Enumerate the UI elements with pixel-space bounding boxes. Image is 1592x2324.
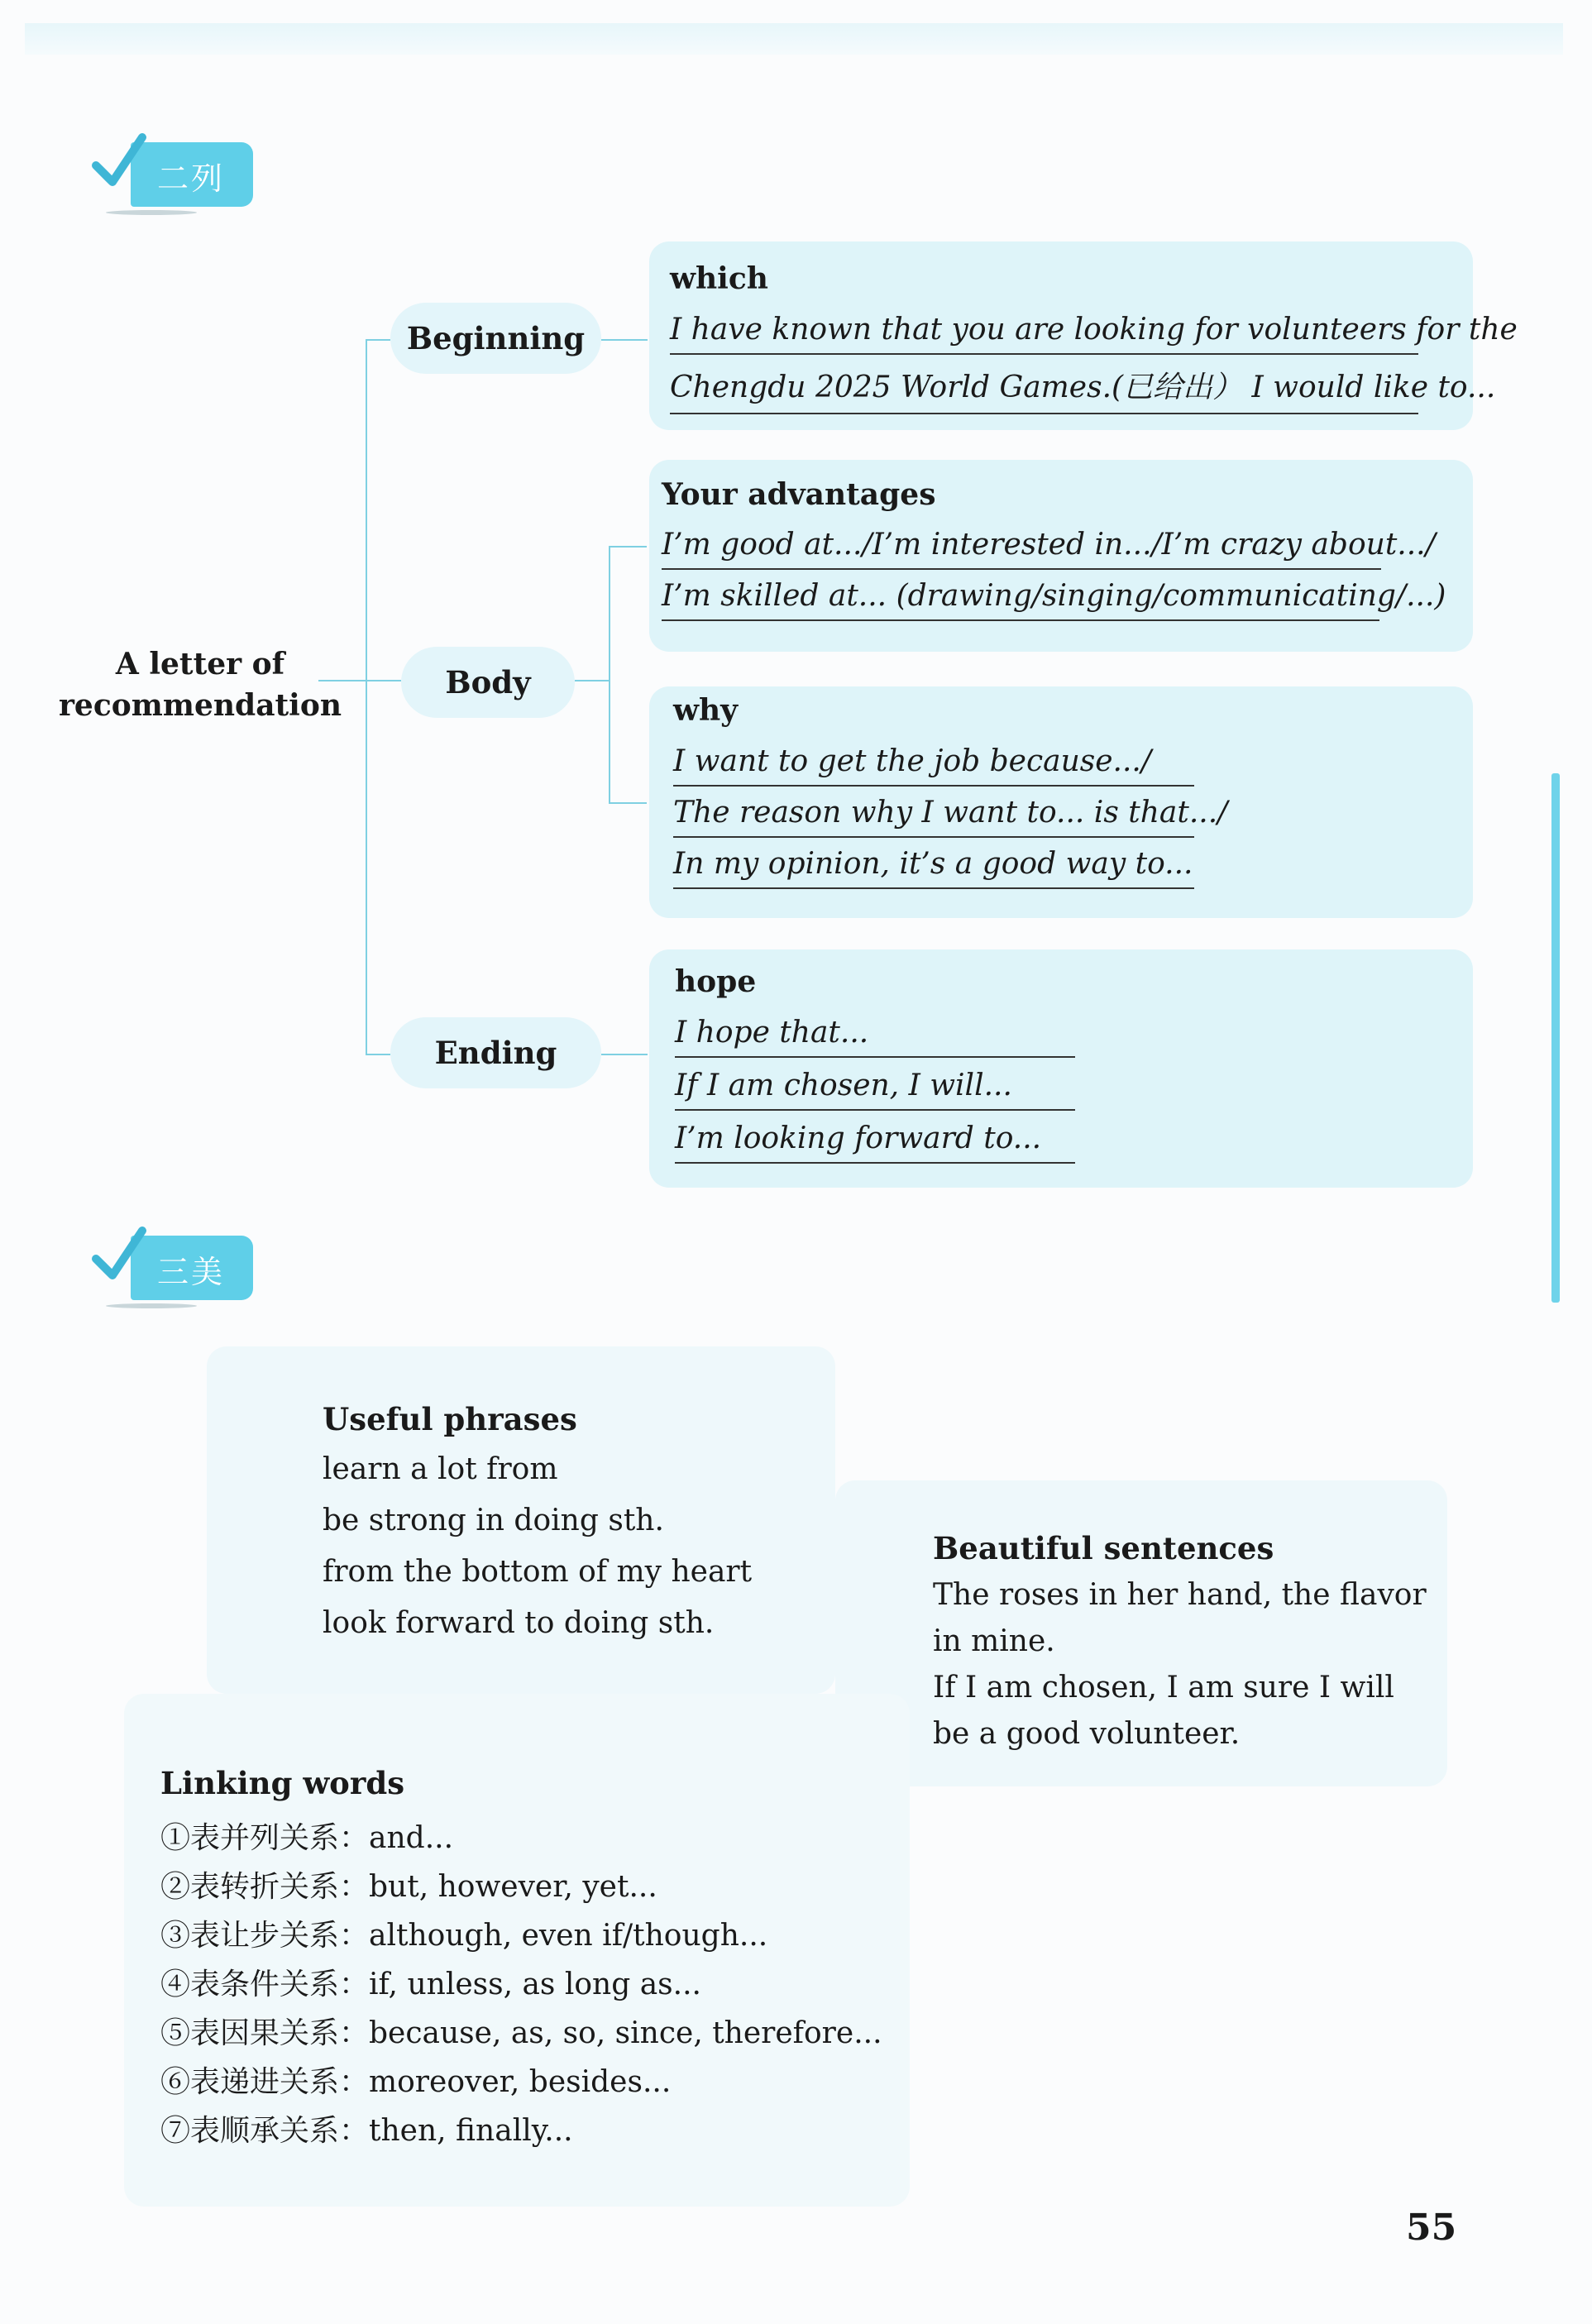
badge-label: 二列 xyxy=(157,160,226,197)
check-icon xyxy=(89,1224,147,1290)
body-to-why xyxy=(609,802,647,804)
body-spine xyxy=(609,546,610,804)
side-accent-bar xyxy=(1551,773,1560,1303)
linking-word-item: ⑦表顺承关系：then, finally... xyxy=(160,2114,573,2148)
badge-shadow xyxy=(106,210,197,215)
useful-phrase-item: look forward to doing sth. xyxy=(323,1606,715,1640)
node-body: Body xyxy=(401,647,575,718)
linking-word-item: ⑥表递进关系：moreover, besides... xyxy=(160,2065,672,2099)
hope-line-1: I hope that... xyxy=(675,1016,1075,1058)
useful-phrase-item: learn a lot from xyxy=(323,1452,558,1486)
top-decor-band xyxy=(25,23,1563,55)
beautiful-sentences-heading: Beautiful sentences xyxy=(933,1530,1274,1566)
badge-tab xyxy=(131,1236,253,1300)
linking-word-item: ②表转折关系：but, however, yet... xyxy=(160,1870,657,1904)
body-to-spine xyxy=(575,680,610,681)
beautiful-sentence-line: in mine. xyxy=(933,1624,1055,1658)
body-to-advantages xyxy=(609,546,647,548)
beginning-stub xyxy=(366,339,390,341)
linking-word-item: ⑤表因果关系：because, as, so, since, therefore... xyxy=(160,2016,882,2050)
ending-to-box xyxy=(601,1054,648,1055)
useful-phrases-heading: Useful phrases xyxy=(323,1401,577,1437)
advantages-line-1: I’m good at.../I’m interested in.../I’m crazy about.../ xyxy=(662,528,1381,570)
beautiful-sentence-line: The roses in her hand, the flavor xyxy=(933,1578,1427,1612)
box-heading-hope: hope xyxy=(675,964,757,999)
beginning-to-box xyxy=(601,339,648,341)
badge-tab xyxy=(131,142,253,207)
node-ending: Ending xyxy=(390,1017,601,1088)
badge-label: 三美 xyxy=(157,1254,226,1290)
main-spine xyxy=(366,339,367,1055)
hope-line-2: If I am chosen, I will... xyxy=(675,1069,1075,1111)
box-heading-which: which xyxy=(670,261,768,296)
ending-stub xyxy=(366,1054,390,1055)
check-icon xyxy=(89,131,147,197)
node-beginning: Beginning xyxy=(390,303,601,374)
linking-word-item: ④表条件关系：if, unless, as long as... xyxy=(160,1968,701,2001)
beginning-line-2: Chengdu 2025 World Games.(已给出） I would like to... xyxy=(670,364,1418,414)
page-number: 55 xyxy=(1406,2207,1457,2249)
box-heading-why: why xyxy=(673,693,739,728)
useful-phrase-item: from the bottom of my heart xyxy=(323,1555,753,1589)
beautiful-sentence-line: If I am chosen, I am sure I will xyxy=(933,1671,1394,1705)
linking-word-item: ①表并列关系：and... xyxy=(160,1821,454,1855)
box-heading-advantages: Your advantages xyxy=(662,477,936,512)
why-line-3: In my opinion, it’s a good way to... xyxy=(673,847,1194,889)
beginning-line-1: I have known that you are looking for volunteers for the xyxy=(670,313,1418,355)
beautiful-sentence-line: be a good volunteer. xyxy=(933,1717,1241,1751)
why-line-2: The reason why I want to... is that.../ xyxy=(673,796,1194,838)
badge-shadow xyxy=(106,1303,197,1308)
useful-phrase-item: be strong in doing sth. xyxy=(323,1504,664,1537)
why-line-1: I want to get the job because.../ xyxy=(673,744,1194,787)
advantages-line-2: I’m skilled at... (drawing/singing/communicating/...) xyxy=(662,579,1379,621)
section-badge-part3 xyxy=(89,1236,255,1310)
linking-words-heading: Linking words xyxy=(160,1765,405,1801)
section-badge-part2 xyxy=(89,142,255,217)
mindmap-root: A letter of recommendation xyxy=(58,647,342,723)
hope-line-3: I’m looking forward to... xyxy=(675,1121,1075,1164)
linking-word-item: ③表让步关系：although, even if/though... xyxy=(160,1919,768,1953)
